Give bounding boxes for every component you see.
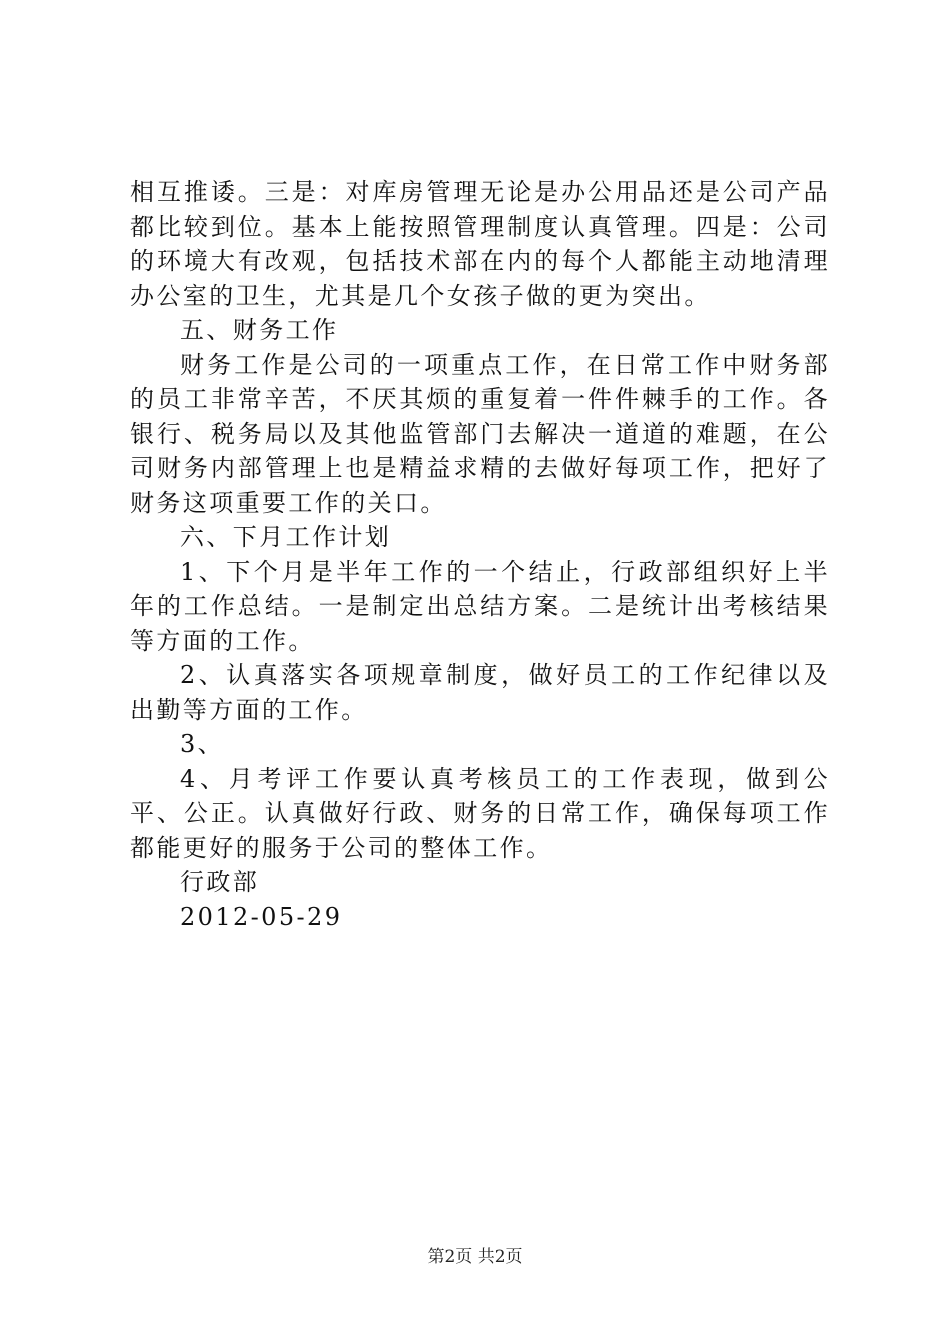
plan-item-1: 1、下个月是半年工作的一个结止，行政部组织好上半年的工作总结。一是制定出总结方案。二是统计出考核结果等方面的工作。 <box>130 557 830 655</box>
signature-date: 2012-05-29 <box>180 902 343 931</box>
paragraph-continuation: 相互推诿。三是：对库房管理无论是办公用品还是公司产品都比较到位。基本上能按照管理制度认真管理。四是：公司的环境大有改观，包括技术部在内的每个人都能主动地清理办公室的卫生，尤其是几个女孩子做的更为突出。 <box>130 178 830 310</box>
paragraph-finance: 财务工作是公司的一项重点工作，在日常工作中财务部的员工非常辛苦，不厌其烦的重复着一件件棘手的工作。各银行、税务局以及其他监管部门去解决一道道的难题，在公司财务内部管理上也是精益求精的去做好每项工作，把好了财务这项重要工作的关口。 <box>130 350 830 517</box>
plan-item-3: 3、 <box>180 730 225 758</box>
document-body <box>130 175 830 934</box>
page-number-footer: 第2页 共2页 <box>427 1247 523 1267</box>
plan-item-4: 4、月考评工作要认真考核员工的工作表现，做到公平、公正。认真做好行政、财务的日常工作，确保每项工作都能更好的服务于公司的整体工作。 <box>130 764 830 862</box>
signature-department: 行政部 <box>180 868 260 896</box>
section-heading-finance: 五、财务工作 <box>180 316 339 344</box>
section-heading-next-month-plan: 六、下月工作计划 <box>180 523 392 551</box>
plan-item-2: 2、认真落实各项规章制度，做好员工的工作纪律以及出勤等方面的工作。 <box>130 661 830 724</box>
